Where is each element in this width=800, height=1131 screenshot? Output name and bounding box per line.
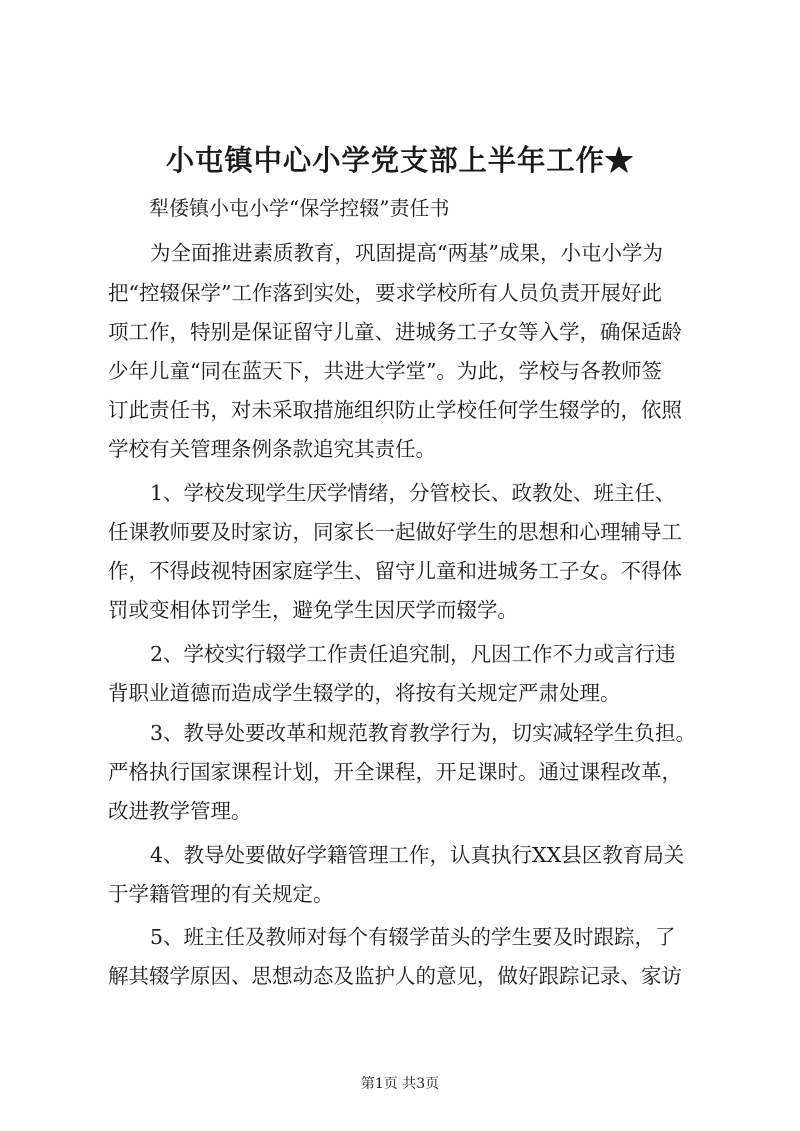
text-line: 3、教导处要改革和规范教育教学行为，切实减轻学生负担。: [150, 721, 697, 745]
text-line: 罚或变相体罚学生，避免学生因厌学而辍学。: [108, 598, 518, 622]
text-line: 解其辍学原因、思想动态及监护人的意见，做好跟踪记录、家访: [108, 964, 682, 988]
text-line: 2、学校实行辍学工作责任追究制，凡因工作不力或言行违: [150, 642, 676, 666]
text-line: 为全面推进素质教育，巩固提高“两基”成果，小屯小学为: [150, 241, 663, 265]
text-line: 作，不得歧视特困家庭学生、留守儿童和进城务工子女。不得体: [108, 559, 682, 583]
text-line: 少年儿童“同在蓝天下，共进大学堂”。为此，学校与各教师签: [108, 359, 662, 383]
text-line: 把“控辍保学”工作落到实处，要求学校所有人员负责开展好此: [108, 281, 662, 305]
text-line: 学校有关管理条例条款追究其责任。: [108, 437, 436, 461]
document-title: 小屯镇中心小学党支部上半年工作★: [165, 143, 635, 177]
text-line: 严格执行国家课程计划，开全课程，开足课时。通过课程改革，: [108, 760, 682, 784]
text-line: 改进教学管理。: [108, 799, 252, 823]
text-line: 1、学校发现学生厌学情绪，分管校长、政教处、班主任、: [150, 481, 676, 505]
page-number-footer: 第1页 共3页: [360, 1076, 440, 1092]
text-line: 于学籍管理的有关规定。: [108, 882, 334, 906]
document-subtitle: 犁倭镇小屯小学“保学控辍”责任书: [149, 196, 450, 220]
text-line: 项工作，特别是保证留守儿童、进城务工子女等入学，确保适龄: [108, 320, 682, 344]
text-line: 订此责任书，对未采取措施组织防止学校任何学生辍学的，依照: [108, 398, 682, 422]
text-line: 4、教导处要做好学籍管理工作，认真执行XX县区教育局关: [150, 843, 685, 867]
text-line: 任课教师要及时家访，同家长一起做好学生的思想和心理辅导工: [108, 520, 682, 544]
text-line: 背职业道德而造成学生辍学的，将按有关规定严肃处理。: [108, 681, 621, 705]
text-line: 5、班主任及教师对每个有辍学苗头的学生要及时跟踪，了: [150, 925, 676, 949]
